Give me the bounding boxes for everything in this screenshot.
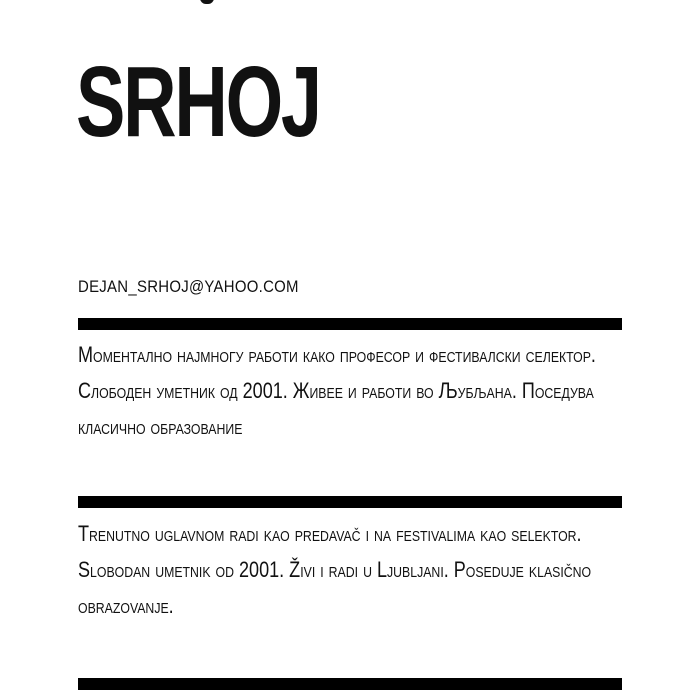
cropped-letter-fragment <box>200 0 214 4</box>
divider-middle <box>78 496 622 508</box>
bio-macedonian: Моментално најмногу работи како професор и фестивалски селектор. Слободен уметник од 2001. Живее и работи во Љубљана. Поседува класично образование <box>78 342 596 439</box>
bio-serbian: Trenutno uglavnom radi kao predavač i na festivalima kao selektor. Slobodan umetnik od 2001. Živi i radi u Ljubljani. Poseduje klasično obrazovanje. <box>78 521 592 618</box>
surname-heading: SRHOJ <box>76 46 320 158</box>
divider-top <box>78 318 622 330</box>
divider-bottom <box>78 678 622 690</box>
email-address: DEJAN_SRHOJ@YAHOO.COM <box>78 277 299 296</box>
